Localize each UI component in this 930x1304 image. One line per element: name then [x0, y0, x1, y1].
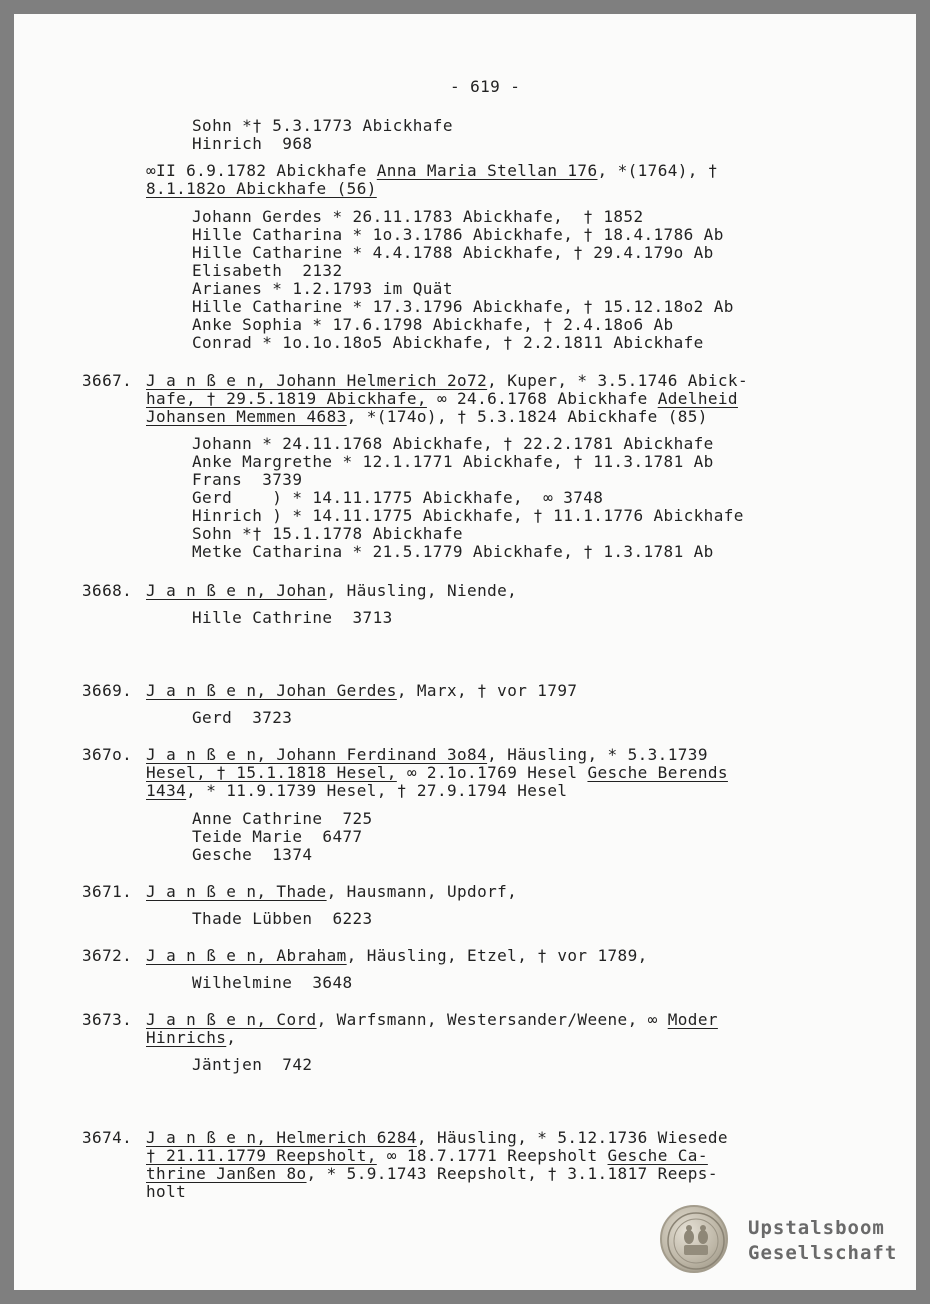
- child-entry: Hinrich 968: [192, 134, 313, 153]
- child-entry: Metke Catharina * 21.5.1779 Abickhafe, † 1.3.1781 Ab: [192, 542, 714, 561]
- child-entry: Wilhelmine 3648: [192, 973, 353, 992]
- child-entry: Anne Cathrine 725: [192, 809, 373, 828]
- entry-number: 3668.: [82, 581, 133, 600]
- entry-number: 3669.: [82, 681, 133, 700]
- child-entry: Hille Catharine * 4.4.1788 Abickhafe, † 29.4.179o Ab: [192, 243, 714, 262]
- entry-heading: J a n ß e n, Abraham, Häusling, Etzel, † vor 1789,: [146, 946, 648, 965]
- child-entry: Conrad * 1o.1o.18o5 Abickhafe, † 2.2.1811 Abickhafe: [192, 333, 704, 352]
- child-entry: Gesche 1374: [192, 845, 313, 864]
- child-entry: Arianes * 1.2.1793 im Quät: [192, 279, 453, 298]
- entry-line: 1434, * 11.9.1739 Hesel, † 27.9.1794 Hesel: [146, 781, 568, 800]
- entry-line: holt: [146, 1182, 187, 1201]
- child-entry: Teide Marie 6477: [192, 827, 363, 846]
- person-name: J a n ß e n, Johann Ferdinand 3o84: [146, 745, 488, 764]
- entry-number: 3672.: [82, 946, 133, 965]
- spouse-name: Hinrichs: [146, 1028, 227, 1047]
- person-name: J a n ß e n, Cord: [146, 1010, 317, 1029]
- entry-line: hafe, † 29.5.1819 Abickhafe, ∞ 24.6.1768 Abickhafe Adelheid: [146, 389, 738, 408]
- children-list: [192, 810, 373, 864]
- person-name: J a n ß e n, Johan: [146, 581, 327, 600]
- spouse-name: Anna Maria Stellan 176: [376, 161, 598, 180]
- entry-heading: J a n ß e n, Thade, Hausmann, Updorf,: [146, 882, 518, 901]
- upstalsboom-logo: [660, 1205, 910, 1275]
- entry-heading: J a n ß e n, Cord, Warfsmann, Westersander/Weene, ∞ Moder: [146, 1010, 718, 1029]
- logo-text-line2: Gesellschaft: [748, 1242, 898, 1264]
- person-name: J a n ß e n, Johan Gerdes: [146, 681, 397, 700]
- child-entry: Hille Catharina * 1o.3.1786 Abickhafe, † 18.4.1786 Ab: [192, 225, 724, 244]
- logo-text-line1: Upstalsboom: [748, 1217, 885, 1239]
- entry-number: 3667.: [82, 371, 133, 390]
- person-name: J a n ß e n, Helmerich 6284: [146, 1128, 417, 1147]
- document-page: [14, 14, 916, 1290]
- entry-heading: J a n ß e n, Johann Helmerich 2o72, Kuper, * 3.5.1746 Abick-: [146, 371, 748, 390]
- children-list: [192, 435, 744, 561]
- child-entry: Anke Sophia * 17.6.1798 Abickhafe, † 2.4.18o6 Ab: [192, 315, 674, 334]
- entry-number: 367o.: [82, 745, 133, 764]
- child-entry: Gerd ) * 14.11.1775 Abickhafe, ∞ 3748: [192, 488, 604, 507]
- spouse-name: Moder: [667, 1010, 718, 1029]
- seal-icon: [660, 1205, 728, 1273]
- child-entry: Hinrich ) * 14.11.1775 Abickhafe, † 11.1.1776 Abickhafe: [192, 506, 744, 525]
- entry-heading: J a n ß e n, Johann Ferdinand 3o84, Häusling, * 5.3.1739: [146, 745, 708, 764]
- marriage-line-cont: 8.1.182o Abickhafe (56): [146, 179, 377, 198]
- child-entry: Hille Catharine * 17.3.1796 Abickhafe, † 15.12.18o2 Ab: [192, 297, 734, 316]
- child-entry: Johann * 24.11.1768 Abickhafe, † 22.2.1781 Abickhafe: [192, 434, 714, 453]
- spouse-name: Gesche Ca-: [607, 1146, 708, 1165]
- entry-line: thrine Janßen 8o, * 5.9.1743 Reepsholt, † 3.1.1817 Reeps-: [146, 1164, 718, 1183]
- entry-line: † 21.11.1779 Reepsholt, ∞ 18.7.1771 Reepsholt Gesche Ca-: [146, 1146, 708, 1165]
- person-name: J a n ß e n, Johann Helmerich 2o72: [146, 371, 488, 390]
- marriage-line: ∞II 6.9.1782 Abickhafe Anna Maria Stellan 176, *(1764), †: [146, 161, 718, 180]
- entry-heading: J a n ß e n, Johan, Häusling, Niende,: [146, 581, 518, 600]
- child-entry: Johann Gerdes * 26.11.1783 Abickhafe, † 1852: [192, 207, 644, 226]
- entry-line: Hinrichs,: [146, 1028, 237, 1047]
- child-entry: Hille Cathrine 3713: [192, 608, 393, 627]
- entry-line: Hesel, † 15.1.1818 Hesel, ∞ 2.1o.1769 Hesel Gesche Berends: [146, 763, 728, 782]
- page-number: - 619 -: [450, 77, 521, 96]
- child-entry: Thade Lübben 6223: [192, 909, 373, 928]
- child-entry: Jäntjen 742: [192, 1055, 313, 1074]
- child-entry: Gerd 3723: [192, 708, 293, 727]
- spouse-name: Johansen Memmen 4683: [146, 407, 347, 426]
- person-name: J a n ß e n, Thade: [146, 882, 327, 901]
- entry-number: 3673.: [82, 1010, 133, 1029]
- children-list: [192, 208, 734, 352]
- child-entry: Elisabeth 2132: [192, 261, 343, 280]
- spouse-name: 1434: [146, 781, 187, 800]
- entry-heading: J a n ß e n, Helmerich 6284, Häusling, * 5.12.1736 Wiesede: [146, 1128, 728, 1147]
- child-entry: Frans 3739: [192, 470, 303, 489]
- spouse-name: Gesche Berends: [587, 763, 728, 782]
- children-list: [192, 117, 453, 153]
- child-entry: Anke Margrethe * 12.1.1771 Abickhafe, † 11.3.1781 Ab: [192, 452, 714, 471]
- child-entry: Sohn *† 5.3.1773 Abickhafe: [192, 116, 453, 135]
- spouse-name: Adelheid: [657, 389, 738, 408]
- person-name: J a n ß e n, Abraham: [146, 946, 347, 965]
- entry-heading: J a n ß e n, Johan Gerdes, Marx, † vor 1797: [146, 681, 578, 700]
- entry-number: 3671.: [82, 882, 133, 901]
- entry-number: 3674.: [82, 1128, 133, 1147]
- entry-line: Johansen Memmen 4683, *(174o), † 5.3.1824 Abickhafe (85): [146, 407, 708, 426]
- child-entry: Sohn *† 15.1.1778 Abickhafe: [192, 524, 463, 543]
- spouse-name: thrine Janßen 8o: [146, 1164, 307, 1183]
